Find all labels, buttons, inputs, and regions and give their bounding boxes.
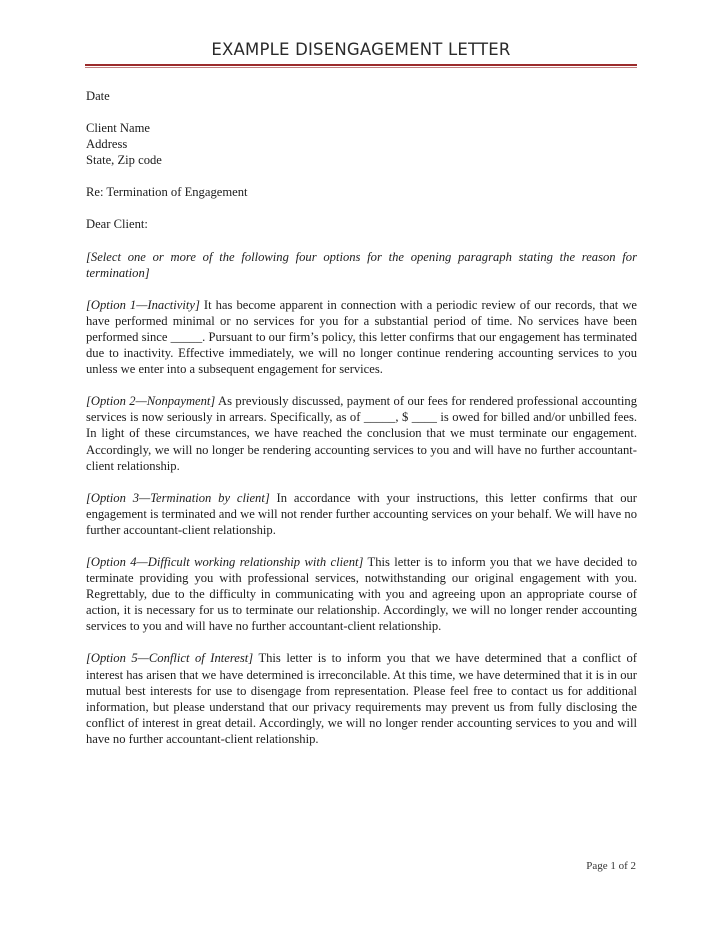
page-number: Page 1 of 2 [586,860,636,872]
option-paragraph-4 [86,554,637,634]
option-label-3: [Option 3—Termination by client] [86,490,270,505]
option-text-1: It has become apparent in connection with a periodic review of our records, that we have performed minimal or no services for you for a substantial period of time. No services have been performed since _____. Pursuant to our firm’s policy, this letter confirms that our engagement has terminated due to inactivity. Effective immediately, we will no longer continue rendering accounting services to you unless we enter into a subsequent engagement for services. [86,297,638,377]
option-text-2: As previously discussed, payment of our fees for rendered professional accounting services is now seriously in arrears. Specifically, as of _____, $ ____ is owed for billed and/or unbilled fees. In light of these circumstances, we have reached the conclusion that we must terminate our engagement. Accordingly, we will no longer be rendering accounting services to you and will have no further accountant-client relationship. [86,394,637,473]
option-label-4: [Option 4—Difficult working relationship with client] [86,554,364,569]
option-text-3: In accordance with your instructions, this letter confirms that our engagement is terminated and we will not render further accounting services on your behalf. We will have no further accountant-client relationship. [86,490,637,537]
instruction-note [86,249,637,281]
recipient-address [86,120,637,168]
client-address: Address [86,137,128,152]
client-state-zip: State, Zip code [86,153,162,168]
option-text-5: This letter is to inform you that we have determined that a conflict of interest has arisen that we have determined is irreconcilable. At this time, we have determined that it is in our mutual best interests for use to disengage from representation. Please feel free to contact us for additional information, but please understand that our privacy requirements may prevent us from fully disclosing the conflict of interest in great detail. Accordingly, we will no longer render accounting services to you and will have no further accountant-client relationship. [86,651,637,746]
document-title: EXAMPLE DISENGAGEMENT LETTER [211,40,511,59]
option-paragraph-5 [86,650,637,747]
option-paragraph-3 [86,490,637,538]
title-rule [85,64,637,66]
option-label-2: [Option 2—Nonpayment] [86,394,216,409]
date-line: Date [86,89,110,103]
option-label-5: [Option 5—Conflict of Interest] [86,651,254,666]
instruction-text: [Select one or more of the following four options for the opening paragraph stating the reason for termination] [86,249,637,280]
client-name: Client Name [86,121,151,136]
salutation: Dear Client: [86,217,148,232]
letter-body [86,88,637,763]
option-paragraph-2 [86,393,637,473]
option-label-1: [Option 1—Inactivity] [86,297,200,312]
title-rule-secondary [85,67,637,68]
re-line: Re: Termination of Engagement [86,185,248,200]
option-text-4: This letter is to inform you that we have decided to terminate providing you with professional services, notwithstanding our original engagement with you. Regrettably, due to the difficulty in communicating with you and agreeing upon an appropriate course of action, it is necessary for us to terminate our relationship. Accordingly, we will no longer render accounting services to you and will have no further accountant-client relationship. [86,554,637,634]
option-paragraph-1 [86,297,637,377]
